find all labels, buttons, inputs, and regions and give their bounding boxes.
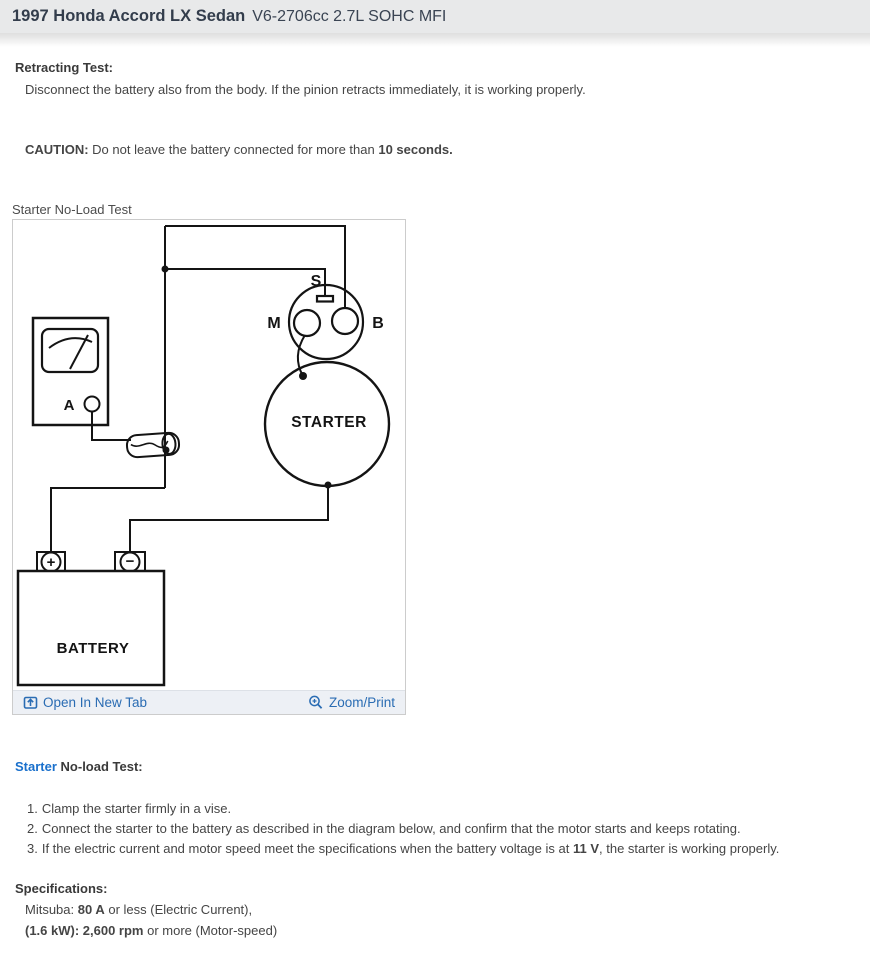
zoom-print-label: Zoom/Print — [328, 695, 395, 710]
battery — [18, 552, 164, 685]
label-m: M — [267, 315, 281, 332]
open-in-new-tab-icon — [23, 695, 38, 710]
label-b: B — [372, 315, 384, 332]
ammeter-terminal — [85, 397, 100, 412]
spec-line-mitsuba: Mitsuba: 80 A or less (Electric Current), — [25, 902, 253, 917]
caution-bold: 10 seconds. — [378, 142, 453, 157]
ammeter-needle — [70, 335, 88, 369]
page-header — [0, 0, 870, 33]
ammeter-display — [42, 329, 98, 372]
label-minus: − — [125, 553, 135, 570]
noload-test-heading — [15, 759, 143, 774]
step-item: 3. If the electric current and motor speed meet the specifications when the battery voltage is at 11 V, the starter is working properly. — [27, 841, 780, 856]
header-shadow — [0, 33, 870, 47]
starter-motor — [265, 362, 389, 486]
label-a: A — [63, 397, 75, 414]
wiring — [51, 226, 345, 552]
caution-text: Do not leave the battery connected for more than — [88, 142, 379, 157]
terminal-m-circle — [294, 310, 320, 336]
label-s: S — [310, 273, 322, 290]
step-number: 2. — [27, 821, 38, 836]
vehicle-title: 1997 Honda Accord LX Sedan — [12, 7, 246, 25]
label-plus: + — [46, 554, 56, 571]
starter-noload-diagram — [13, 220, 405, 690]
battery-box — [18, 571, 164, 685]
solenoid — [289, 285, 363, 359]
ammeter — [33, 318, 108, 425]
retracting-test-heading: Retracting Test: — [15, 60, 113, 75]
figure-panel — [12, 219, 406, 715]
label-starter: STARTER — [291, 414, 367, 431]
terminal-b-circle — [332, 308, 358, 334]
caution-label: CAUTION: — [25, 142, 89, 157]
step-number: 1. — [27, 801, 38, 816]
figure-toolbar — [13, 690, 405, 714]
terminal-s-blade — [317, 296, 333, 302]
spec-line-kw: (1.6 kW): 2,600 rpm or more (Motor-speed) — [25, 923, 278, 938]
vehicle-subtitle: V6-2706cc 2.7L SOHC MFI — [252, 7, 447, 25]
noload-steps — [27, 799, 857, 859]
step-text: If the electric current and motor speed meet the specifications when the battery voltage is at — [41, 841, 573, 856]
junction-dots — [162, 266, 332, 489]
step-text: Clamp the starter firmly in a vise. — [41, 801, 232, 816]
retracting-test-body: Disconnect the battery also from the body. If the pinion retracts immediately, it is working properly. — [25, 82, 586, 97]
zoom-print-link[interactable] — [308, 695, 395, 711]
open-in-new-tab-label: Open In New Tab — [43, 695, 148, 710]
zoom-icon — [308, 695, 324, 711]
specifications-heading: Specifications: — [15, 881, 108, 896]
label-battery: BATTERY — [56, 640, 130, 657]
figure-caption: Starter No-Load Test — [12, 202, 132, 217]
noload-heading-rest: No-load Test: — [56, 759, 143, 774]
open-in-new-tab-link[interactable] — [23, 695, 147, 710]
starter-link[interactable]: Starter — [15, 759, 57, 774]
current-clamp — [126, 432, 179, 458]
caution-note — [25, 142, 453, 157]
step-item — [27, 799, 857, 819]
step-number: 3. — [27, 841, 38, 856]
step-item — [27, 819, 857, 839]
step-text: Connect the starter to the battery as described in the diagram below, and confirm that the motor starts and keeps rotating. — [41, 821, 741, 836]
